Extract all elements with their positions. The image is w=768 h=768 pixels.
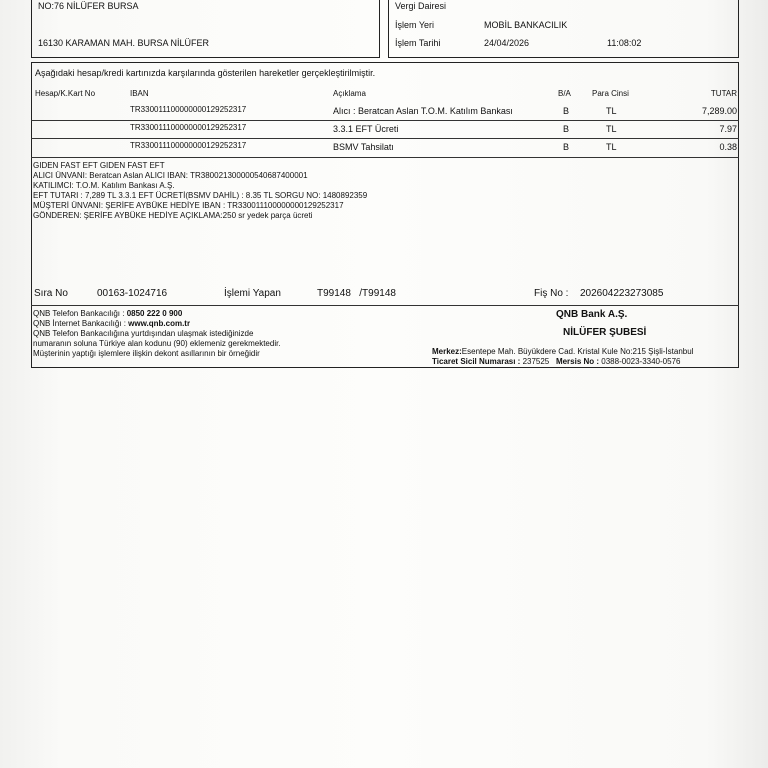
detail-line: GÖNDEREN: ŞERİFE AYBÜKE HEDİYE AÇIKLAMA:250 sr yedek parça ücreti bbox=[33, 211, 313, 220]
table-row-amount: 0.38 bbox=[719, 142, 737, 152]
bank-name: QNB Bank A.Ş. bbox=[556, 309, 628, 320]
address-line-2: 16130 KARAMAN MAH. BURSA NİLÜFER bbox=[38, 38, 210, 48]
trade-registry-number: 237525 bbox=[522, 357, 550, 366]
tx-place-value: MOBİL BANKACILIK bbox=[484, 20, 568, 30]
table-row-ba: B bbox=[563, 142, 570, 152]
col-header-account: Hesap/K.Kart No bbox=[35, 89, 96, 98]
table-row-amount: 7,289.00 bbox=[701, 106, 737, 116]
operator-label: İşlemi Yapan bbox=[224, 288, 281, 299]
detail-line: EFT TUTARI : 7,289 TL 3.3.1 EFT ÜCRETİ(BSMV DAHİL) : 8.35 TL SORGU NO: 1480892359 bbox=[33, 191, 368, 200]
slip-value: 202604223273085 bbox=[580, 288, 664, 299]
detail-line: ALICI ÜNVANI: Beratcan Aslan ALICI IBAN: TR380021300000540687400001 bbox=[33, 171, 308, 180]
registry-line bbox=[432, 357, 680, 366]
tax-office-label: Vergi Dairesi bbox=[395, 1, 447, 11]
table-row-divider bbox=[31, 138, 739, 139]
tx-place-label: İşlem Yeri bbox=[395, 20, 435, 30]
table-row-divider bbox=[31, 157, 739, 158]
phone-banking-label: QNB Telefon Bankacılığı : bbox=[33, 309, 127, 318]
table-row-currency: TL bbox=[606, 142, 617, 152]
footer-divider bbox=[31, 305, 739, 306]
receipt-copy-note: Müşterinin yaptığı işlemlere ilişkin dekont asıllarının bir örneğidir bbox=[33, 349, 260, 358]
hq-address: Esentepe Mah. Büyükdere Cad. Kristal Kule No:215 Şişli-İstanbul bbox=[461, 347, 694, 356]
hq-address-line bbox=[432, 347, 693, 356]
sequence-label: Sıra No bbox=[34, 288, 68, 299]
col-header-amount: TUTAR bbox=[710, 89, 737, 98]
detail-line: KATILIMCI: T.O.M. Katılım Bankası A.Ş. bbox=[33, 181, 175, 190]
internet-banking-label: QNB İnternet Bankacılığı : bbox=[33, 319, 129, 328]
sequence-value: 00163-1024716 bbox=[97, 288, 168, 299]
table-row-iban: TR330011100000000129252317 bbox=[130, 105, 247, 114]
table-row-description: BSMV Tahsilatı bbox=[333, 142, 394, 152]
intro-text: Aşağıdaki hesap/kredi kartınızda karşılarında gösterilen hareketler gerçekleştirilmiştir. bbox=[35, 68, 376, 78]
table-row-description: 3.3.1 EFT Ücreti bbox=[333, 124, 399, 134]
slip-label: Fiş No : bbox=[534, 288, 569, 299]
detail-line: MÜŞTERİ ÜNVANI: ŞERİFE AYBÜKE HEDİYE IBAN : TR330011100000000129252317 bbox=[33, 201, 344, 210]
internet-banking-url: www.qnb.com.tr bbox=[128, 319, 191, 328]
operator-value: T99148 /T99148 bbox=[317, 288, 396, 299]
table-row-amount: 7.97 bbox=[719, 124, 737, 134]
table-row-ba: B bbox=[563, 124, 570, 134]
internet-banking-line bbox=[33, 319, 190, 328]
table-row-currency: TL bbox=[606, 124, 617, 134]
table-row-divider bbox=[31, 120, 739, 121]
mersis-number: 0388-0023-3340-0576 bbox=[601, 357, 681, 366]
tx-time-value: 11:08:02 bbox=[607, 38, 642, 48]
col-header-ba: B/A bbox=[558, 89, 571, 98]
tx-date-label: İşlem Tarihi bbox=[395, 38, 441, 48]
mersis-label: Mersis No : bbox=[555, 357, 602, 366]
tx-date-value: 24/04/2026 bbox=[484, 38, 530, 48]
phone-banking-line bbox=[33, 309, 182, 318]
table-row-currency: TL bbox=[606, 106, 617, 116]
trade-registry-label: Ticaret Sicil Numarası : bbox=[432, 357, 523, 366]
branch-name: NİLÜFER ŞUBESİ bbox=[563, 327, 647, 338]
address-line-1: NO:76 NİLÜFER BURSA bbox=[38, 1, 139, 11]
col-header-currency: Para Cinsi bbox=[592, 89, 629, 98]
abroad-note-line-2: numaranın soluna Türkiye alan kodunu (90) eklemeniz gerekmektedir. bbox=[33, 339, 281, 348]
abroad-note-line-1: QNB Telefon Bankacılığına yurtdışından ulaşmak istediğinizde bbox=[33, 329, 254, 338]
table-row-description: Alıcı : Beratcan Aslan T.O.M. Katılım Bankası bbox=[333, 106, 513, 116]
hq-label: Merkez: bbox=[432, 347, 462, 356]
col-header-description: Açıklama bbox=[333, 89, 366, 98]
phone-banking-number: 0850 222 0 900 bbox=[126, 309, 183, 318]
col-header-iban: IBAN bbox=[130, 89, 149, 98]
table-row-iban: TR330011100000000129252317 bbox=[130, 141, 247, 150]
detail-line: GIDEN FAST EFT GIDEN FAST EFT bbox=[33, 161, 165, 170]
table-row-ba: B bbox=[563, 106, 570, 116]
table-row-iban: TR330011100000000129252317 bbox=[130, 123, 247, 132]
